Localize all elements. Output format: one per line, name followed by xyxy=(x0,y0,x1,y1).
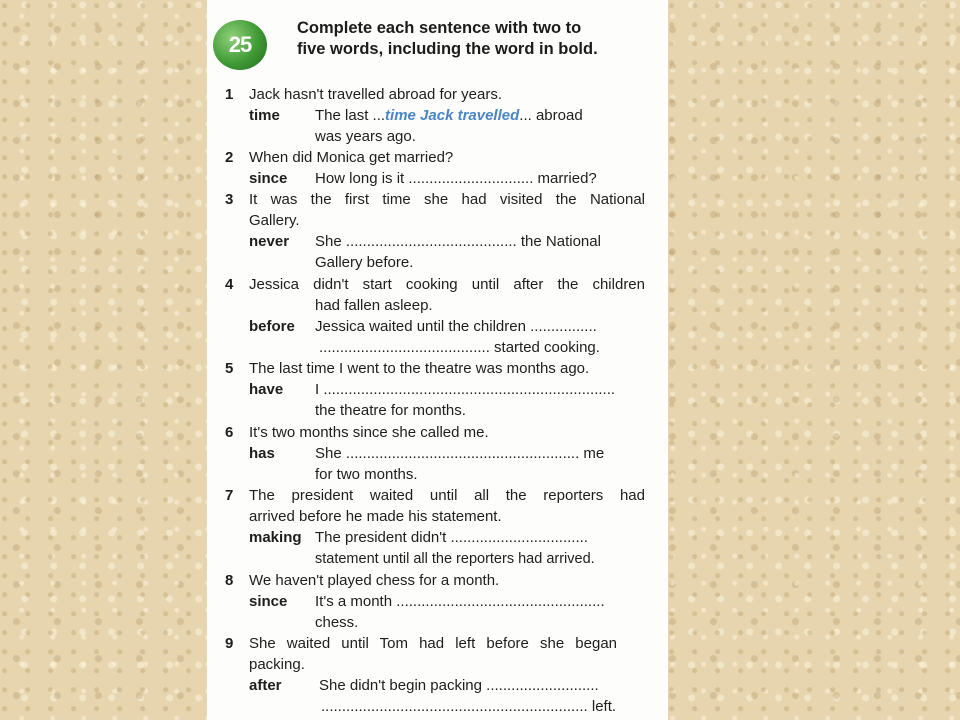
item-sentence-continued: packing. xyxy=(249,656,305,673)
item-answer: Jessica waited until the children ................ xyxy=(315,318,597,335)
item-answer: I ...................................................................... xyxy=(315,381,616,398)
item-answer: She ......................................... the National xyxy=(315,233,601,250)
item-answer: How long is it .............................. married? xyxy=(315,170,597,187)
item-number: 3 xyxy=(225,191,234,208)
answer-suffix: ... abroad xyxy=(519,107,583,124)
exercise-header xyxy=(213,12,663,70)
item-number: 7 xyxy=(225,487,234,504)
item-number: 5 xyxy=(225,360,234,377)
item-answer-continued: ................................................................ left. xyxy=(321,698,617,715)
item-sentence: Jessica didn't start cooking until after the children xyxy=(249,276,645,293)
item-sentence: The president waited until all the reporters had xyxy=(249,487,645,504)
instruction-line-1: Complete each sentence with two to xyxy=(297,19,582,37)
item-answer: The president didn't ................................. xyxy=(315,529,588,546)
item-sentence-continued: Gallery. xyxy=(249,212,300,229)
item-keyword: making xyxy=(249,529,302,546)
worksheet-page xyxy=(207,0,668,720)
item-answer-continued: the theatre for months. xyxy=(315,402,466,419)
item-number: 9 xyxy=(225,635,234,652)
exercise-number-badge: 25 xyxy=(213,20,267,70)
item-sentence: The last time I went to the theatre was months ago. xyxy=(249,360,590,377)
item-number: 8 xyxy=(225,572,234,589)
item-number: 4 xyxy=(225,276,234,293)
item-sentence: It's two months since she called me. xyxy=(249,424,489,441)
item-answer-continued: statement until all the reporters had arrived. xyxy=(315,551,595,567)
handwritten-answer: time Jack travelled xyxy=(385,107,520,124)
item-keyword: never xyxy=(249,233,290,250)
item-sentence: Jack hasn't travelled abroad for years. xyxy=(249,86,502,103)
item-answer-continued: ......................................... started cooking. xyxy=(319,339,600,356)
item-sentence-continued: had fallen asleep. xyxy=(315,297,433,314)
item-keyword: since xyxy=(249,593,288,610)
item-answer-continued: was years ago. xyxy=(315,128,416,145)
item-answer-continued: Gallery before. xyxy=(315,254,414,271)
item-number: 1 xyxy=(225,86,234,103)
item-keyword: since xyxy=(249,170,288,187)
item-number: 2 xyxy=(225,149,234,166)
item-answer: She ........................................................ me xyxy=(315,445,605,462)
item-sentence: She waited until Tom had left before she began xyxy=(249,635,617,652)
item-sentence: We haven't played chess for a month. xyxy=(249,572,500,589)
item-answer-continued: chess. xyxy=(315,614,359,631)
item-keyword: time xyxy=(249,107,280,124)
item-keyword: before xyxy=(249,318,295,335)
item-answer: She didn't begin packing ........................... xyxy=(319,677,599,694)
item-sentence-continued: arrived before he made his statement. xyxy=(249,508,502,525)
instruction-text xyxy=(297,18,657,60)
item-sentence: When did Monica get married? xyxy=(249,149,454,166)
item-answer-continued: for two months. xyxy=(315,466,418,483)
item-number: 6 xyxy=(225,424,234,441)
item-answer: It's a month .................................................. xyxy=(315,593,605,610)
item-keyword: has xyxy=(249,445,275,462)
item-sentence: It was the first time she had visited the National xyxy=(249,191,645,208)
item-keyword: after xyxy=(249,677,282,694)
item-keyword: have xyxy=(249,381,284,398)
answer-prefix: The last ... xyxy=(315,107,386,124)
instruction-line-2: five words, including the word in bold. xyxy=(297,40,598,58)
item-answer xyxy=(315,107,645,125)
